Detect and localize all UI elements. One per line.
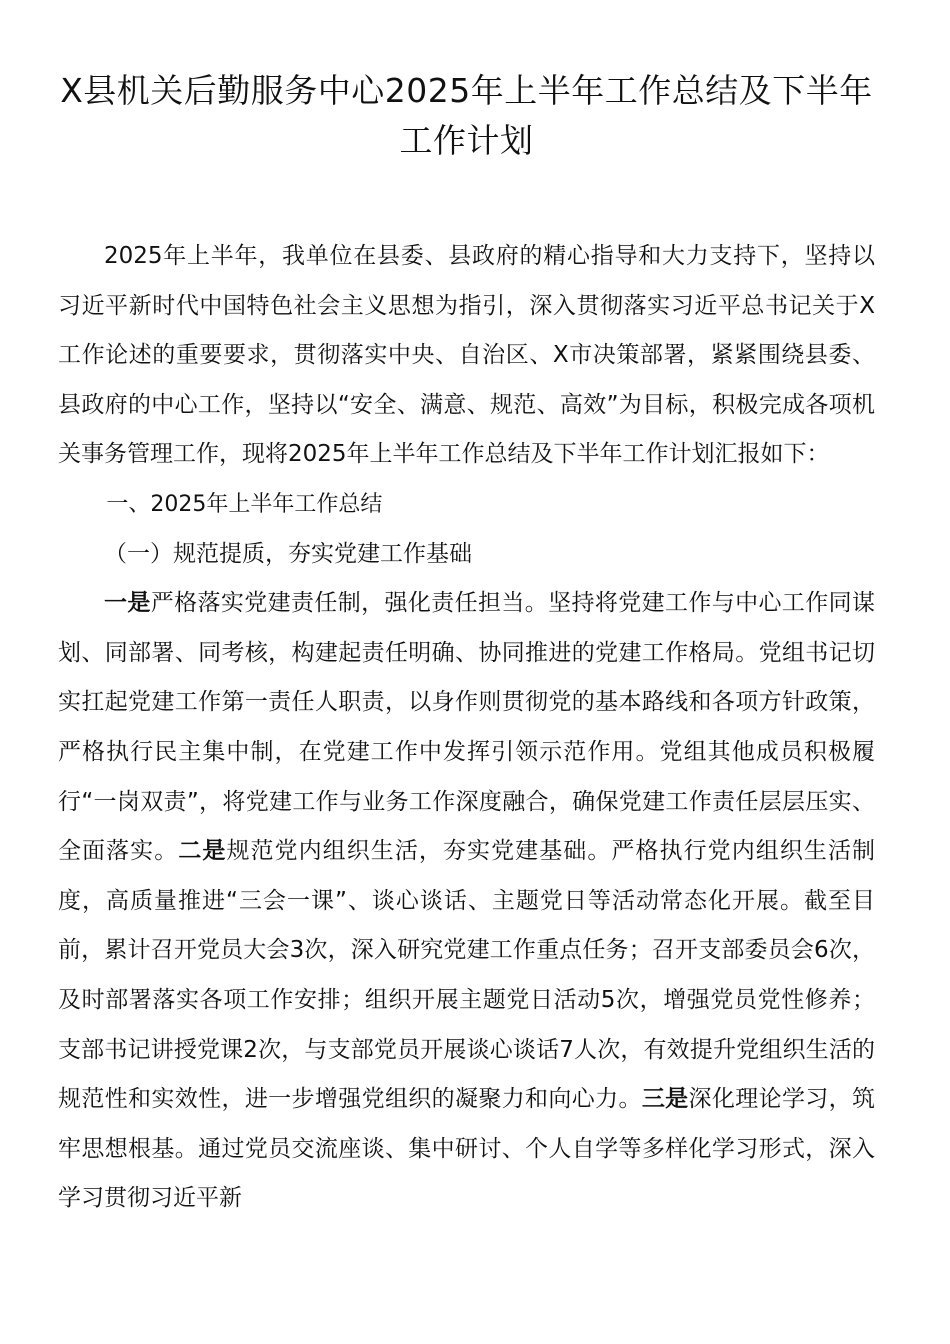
subsection-heading-1: （一）规范提质，夯实党建工作基础 (104, 540, 472, 567)
item-1-lead: 一是 (104, 590, 151, 617)
document-body (58, 232, 875, 1224)
item-1-text: 严格落实党建责任制，强化责任担当。坚持将党建工作与中心工作同谋划、同部署、同考核，构建起责任明确、协同推进的党建工作格局。党组书记切实扛起党建工作第一责任人职责，以身作则贯彻党的基本路线和各项方针政策，严格执行民主集中制，在党建工作中发挥引领示范作用。党组其他成员积极履行“一岗双责”，将党建工作与业务工作深度融合，确保党建工作责任层层压实、全面落实。 (58, 590, 875, 865)
item-3-text: 深化理论学习，筑牢思想根基。通过党员交流座谈、集中研讨、个人自学等多样化学习形式，深入学习贯彻习近平新 (58, 1086, 876, 1212)
item-2-lead: 二是 (178, 838, 227, 865)
intro-paragraph: 2025年上半年，我单位在县委、县政府的精心指导和大力支持下，坚持以习近平新时代中国特色社会主义思想为指引，深入贯彻落实习近平总书记关于X工作论述的重要要求，贯彻落实中央、自治区、X市决策部署，紧紧围绕县委、县政府的中心工作，坚持以“安全、满意、规范、高效”为目标，积极完成各项机关事务管理工作，现将2025年上半年工作总结及下半年工作计划汇报如下： (58, 243, 875, 468)
item-3-lead: 三是 (641, 1086, 689, 1113)
body-paragraph-party-building (58, 579, 875, 1224)
section-heading-1: 一、2025年上半年工作总结 (106, 491, 383, 517)
document-title: X县机关后勤服务中心2025年上半年工作总结及下半年工作计划 (60, 71, 873, 160)
item-2-text: 规范党内组织生活，夯实党建基础。严格执行党内组织生活制度，高质量推进“三会一课”、谈心谈话、主题党日等活动常态化开展。截至目前，累计召开党员大会3次，深入研究党建工作重点任务；召开支部委员会6次，及时部署落实各项工作安排；组织开展主题党日活动5次，增强党员党性修养；支部书记讲授党课2次，与支部党员开展谈心谈话7人次，有效提升党组织生活的规范性和实效性，进一步增强党组织的凝聚力和向心力。 (58, 838, 876, 1113)
